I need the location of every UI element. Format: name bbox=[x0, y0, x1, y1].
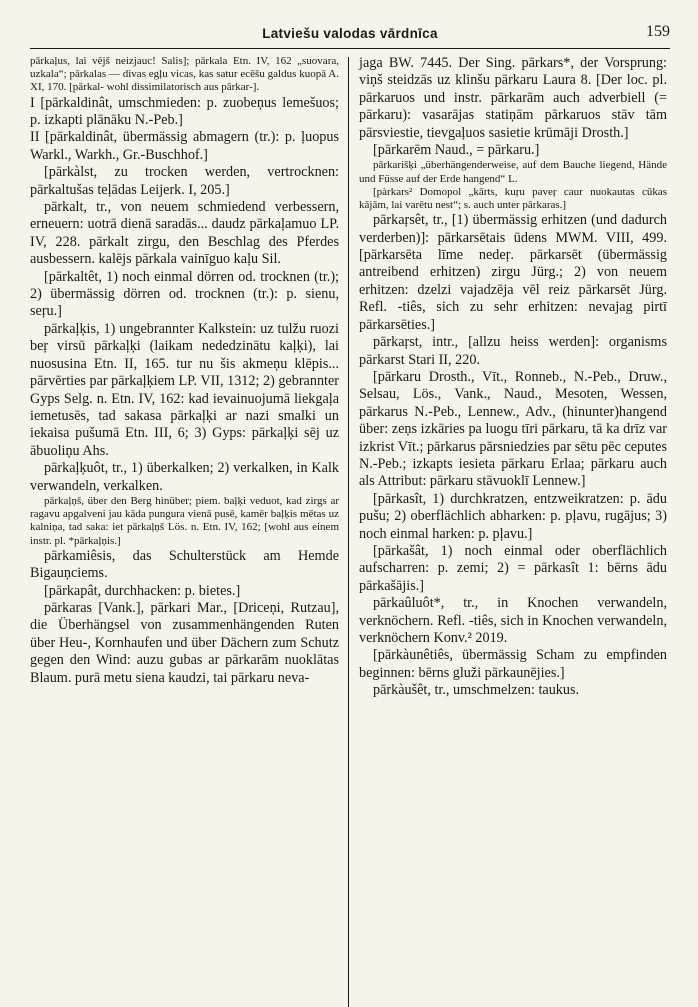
right-column bbox=[349, 55, 667, 1007]
dictionary-entry: pārkaûluôt*, tr., in Knochen verwandeln, verknöchern. Refl. -tiês, sich in Knochen verwandeln, verknöchern Konv.² 2019. bbox=[359, 595, 667, 646]
page-number: 159 bbox=[646, 23, 670, 40]
text-columns bbox=[30, 55, 670, 1007]
dictionary-entry: pārkaļņš, über den Berg hinüber; piem. baļķi veduot, kad zirgs ar ragavu apgalveni jau kāda pungura vienā pusē, kamēr baļķis mētas uz kalniņa, tad saka: iet pārkaļņš Lös. n. Etn. IV, 162; [wohl aus einem instr. pl. *pārkaļņis.] bbox=[30, 494, 339, 547]
dictionary-entry: jaga BW. 7445. Der Sing. pārkars*, der Vorsprung: viņš steidzās uz klinšu pārkaru Laura 8. [Der loc. pl. pārkaruos und instr. pārkarām auch adverbiell (= pārkaru): vasarājas statiņām pārkaruos stāv tām pārsviestie, tievgaļuos sasietie krūmāji Drosth.] bbox=[359, 55, 667, 141]
dictionary-entry: pārkamiêsis, das Schulterstück am Hemde Bigauņciems. bbox=[30, 547, 339, 582]
dictionary-entry: pārkaras [Vank.], pārkari Mar., [Driceņi, Rutzau], die Überhängsel von zusammenhängenden Ruten über Heu-, Kornhaufen und über Dächern zum Schutz gegen den Wind: auzu gubas ar pārkarām nuoklātas Blaum. purā metu siena kaudzi, tai pārkaru neva- bbox=[30, 599, 339, 686]
dictionary-entry: [pārkašât, 1) noch einmal oder oberflächlich aufscharren: p. zemi; 2) = pārkasît 1: bērns ādu pārkašājis.] bbox=[359, 542, 667, 594]
dictionary-entry: [pārkasît, 1) durchkratzen, entzweikratzen: p. ādu pušu; 2) oberflächlich abharken: p. pļavu, rugājus; 3) noch einmal harken: p. pļavu.] bbox=[359, 490, 667, 542]
dictionary-entry: pārkàušêt, tr., umschmelzen: taukus. bbox=[373, 682, 580, 699]
dictionary-entry: [pārkàlst, zu trocken werden, vertrocknen: pārkaltušas teļādas Leijerk. I, 205.] bbox=[30, 164, 339, 198]
dictionary-entry: [pārkarēm Naud., = pārkaru.] bbox=[373, 142, 540, 159]
dictionary-entry: [pàrkars² Domopol „kārts, kuŗu paveŗ caur nuokautas cūkas kājām, lai varētu nest“; s. auch unter pārkaras.] bbox=[359, 185, 667, 212]
dictionary-entry: pārkaļus, lai vējš neizjauc! Salis]; pārkala Etn. IV, 162 „suovara, uzkala“; pārkalas — divas egļu vicas, kas satur ecēšu galdus kuopā A. XI, 170. [pārkal- wohl dissimilatorisch aus pārkar-]. bbox=[30, 55, 339, 94]
page-title: Latviešu valodas vārdnīca bbox=[262, 26, 438, 41]
dictionary-entry: [pārkaltêt, 1) noch einmal dörren od. trocknen (tr.); 2) übermässig dörren od. trocknen (tr.): p. sienu, seŗu.] bbox=[30, 268, 339, 320]
page-header bbox=[30, 23, 670, 49]
dictionary-entry: II [pārkaldinât, übermässig abmagern (tr.): p. ļuopus Warkl., Warkh., Gr.-Buschhof.] bbox=[30, 129, 339, 163]
dictionary-entry: pārkaļķuôt, tr., 1) überkalken; 2) verkalken, in Kalk verwandeln, verkalken. bbox=[30, 460, 339, 494]
left-column bbox=[30, 55, 348, 1007]
dictionary-entry: pārkaļķis, 1) ungebrannter Kalkstein: uz tulžu ruozi beŗ virsū pārkaļķi (laikam nededzinātu kaļķi), lai nuosusina Etn. II, 165. tur nu šis akmeņu klēpis... pārvērties par pārkaļķiem LP. VII, 1312; 2) gebrannter Gyps Selg. n. Etn. IV, 162: kad ievainuojumā liekgaļa iemetusēs, tad sakasa pārkaļķi ar nazi smalki un iekaisa pušumā Etn. III, 6; 3) Gyps: pārkaļķi sēj uz ābuoliņu Ahs. bbox=[30, 320, 339, 459]
dictionary-entry: I [pārkaldinât, umschmieden: p. zuobeņus lemešuos; p. izkapti plānāku N.-Peb.] bbox=[30, 94, 339, 129]
dictionary-entry: pārkarišķi „überhängenderweise, auf dem Bauche liegend, Hände und Füsse auf der Erde hangend“ L. bbox=[359, 159, 667, 185]
dictionary-entry: pārkalt, tr., von neuem schmiedend verbessern, erneuern: uotrā dienā saradās... daudz pārkaļamuo LP. IV, 228. pārkalt zirgu, den Beschlag des Pferdes ausbessern. kalējs pārkala vainīguo kaļu Sil. bbox=[30, 199, 339, 268]
dictionary-entry: pārkaŗsêt, tr., [1) übermässig erhitzen (und dadurch verderben)]: pārkarsētais ūdens MWM. VIII, 499. [pārkarsēta līme nedeŗ. pārkarsēt (übermässig antreibend erhitzen) zirgu Jürg.; 2) von neuem erhitzen: dzelzi vajadzēja vēl reiz pārkarsēt Jürg. Refl. -tiês, sich zu sehr erhitzen: nevajag pirtī pārkarsēties.] bbox=[359, 212, 667, 333]
dictionary-entry: [pārkapât, durchhacken: p. bietes.] bbox=[44, 582, 241, 599]
dictionary-entry: [pārkaru Drosth., Vīt., Ronneb., N.-Peb., Druw., Selsau, Lös., Vank., Naud., Mesoten, Wessen, pārkarus N.-Peb., Lennew., Adv., (hinunter)hangend über: zeņs izkāries pa luogu tīri pārkaru, tā ka drīz var izkrist Vīt.; pārkarus pārsniedzies par sētu pēc ceputes N.-Peb.; izkapts iesieta pārkaru Erlaa; pārkaru auch als Attribut: pārkaru stāvuoklī Lennew.] bbox=[359, 368, 667, 490]
dictionary-entry: pārkaŗst, intr., [allzu heiss werden]: organisms pārkarst Stari II, 220. bbox=[359, 334, 667, 368]
dictionary-entry: [pārkàunêtiês, übermässig Scham zu empfinden beginnen: bērns gluži pārkaunējies.] bbox=[359, 647, 667, 681]
